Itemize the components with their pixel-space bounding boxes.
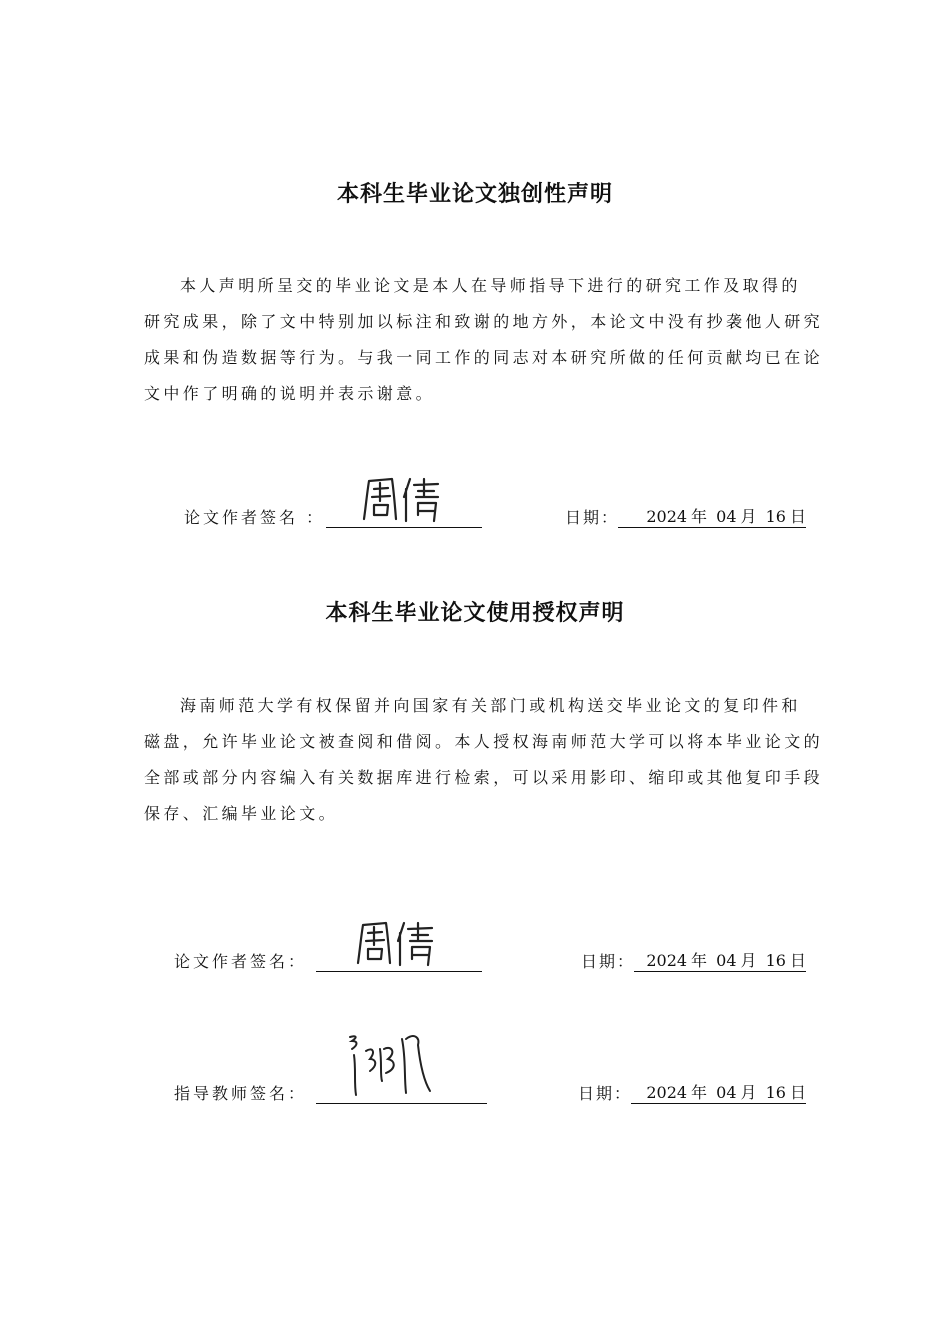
date-month: 04 (716, 507, 737, 526)
author-signature-field (326, 471, 482, 528)
date-month: 04 (716, 1083, 737, 1102)
declaration-line-4: 文中作了明确的说明并表示谢意。 (144, 384, 436, 403)
declaration-title: 本科生毕业论文独创性声明 (336, 182, 613, 207)
declaration-line-2: 研究成果，除了文中特别加以标注和致谢的地方外，本论文中没有抄袭他人研究 (144, 312, 824, 331)
authorization-author-label: 论文作者签名： (174, 952, 308, 971)
date-year: 2024 (646, 1083, 688, 1102)
authorization-advisor-row (0, 1064, 950, 1104)
authorization-paragraph (144, 688, 824, 832)
authorization-line-2: 磁盘，允许毕业论文被查阅和借阅。本人授权海南师范大学可以将本毕业论文的 (144, 732, 824, 751)
advisor-date-value (631, 1080, 806, 1104)
date-year-unit: 年 (691, 507, 708, 526)
date-month: 04 (716, 951, 737, 970)
declaration-line-3: 成果和伪造数据等行为。与我一同工作的同志对本研究所做的任何贡献均已在论 (144, 348, 824, 367)
date-day-unit: 日 (789, 507, 806, 526)
date-day: 16 (765, 1083, 786, 1102)
date-month-unit: 月 (740, 1083, 757, 1102)
date-month-unit: 月 (740, 507, 757, 526)
authorization-author-row (0, 932, 950, 972)
authorization-line-4: 保存、汇编毕业论文。 (144, 804, 339, 823)
date-year-unit: 年 (691, 951, 708, 970)
advisor-date-label: 日期： (578, 1084, 633, 1103)
advisor-signature-field (316, 1031, 487, 1104)
date-day-unit: 日 (789, 1083, 806, 1102)
author-handwritten-signature (358, 475, 448, 525)
date-year: 2024 (646, 951, 688, 970)
authorization-author-field (316, 915, 482, 972)
declaration-paragraph (144, 268, 824, 412)
author-handwritten-signature (352, 919, 442, 969)
advisor-handwritten-signature (344, 1029, 434, 1101)
date-year: 2024 (646, 507, 688, 526)
advisor-signature-label: 指导教师签名： (174, 1084, 308, 1103)
date-month-unit: 月 (740, 951, 757, 970)
date-day: 16 (765, 507, 786, 526)
declaration-date-value (618, 504, 806, 528)
declaration-line-1: 本人声明所呈交的毕业论文是本人在导师指导下进行的研究工作及取得的 (180, 276, 801, 295)
date-day-unit: 日 (789, 951, 806, 970)
date-day: 16 (765, 951, 786, 970)
author-signature-label: 论文作者签名 ： (184, 508, 326, 527)
declaration-date-label: 日期： (565, 508, 620, 527)
declaration-signature-row (0, 488, 950, 528)
authorization-line-1: 海南师范大学有权保留并向国家有关部门或机构送交毕业论文的复印件和 (180, 696, 801, 715)
authorization-line-3: 全部或部分内容编入有关数据库进行检索，可以采用影印、缩印或其他复印手段 (144, 768, 824, 787)
authorization-author-date-value (634, 948, 806, 972)
authorization-author-date-label: 日期： (581, 952, 636, 971)
date-year-unit: 年 (691, 1083, 708, 1102)
authorization-title: 本科生毕业论文使用授权声明 (325, 601, 625, 626)
